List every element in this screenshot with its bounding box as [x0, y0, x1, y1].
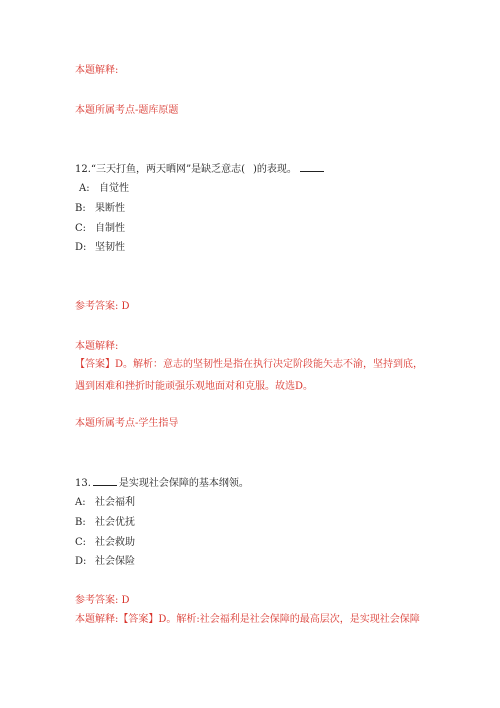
category-label: 本题所属考点-题库原题 — [75, 105, 179, 116]
option-d — [75, 555, 135, 569]
option-text: 社会保险 — [95, 556, 135, 567]
option-text: 社会救助 — [95, 537, 135, 548]
option-text: 自觉性 — [99, 183, 129, 194]
option-c — [75, 222, 125, 236]
question-13-text: 是实现社会保障的基本纲领。 — [118, 478, 249, 489]
option-text: 自制性 — [95, 223, 125, 234]
explanation-label: 本题解释: — [75, 341, 119, 352]
category-label: 本题所属考点-学生指导 — [75, 418, 179, 429]
question-13-stem — [75, 476, 249, 491]
option-b — [75, 516, 135, 530]
answer-blank — [93, 476, 117, 486]
option-a — [75, 182, 129, 196]
option-label: D: — [75, 242, 87, 253]
option-c — [75, 536, 135, 550]
option-label: C: — [75, 537, 87, 548]
option-d — [75, 241, 125, 255]
question-13-number: 13. — [75, 478, 91, 489]
option-text: 果断性 — [95, 203, 125, 214]
option-text: 坚韧性 — [95, 242, 125, 253]
reference-answer: 参考答案: D — [75, 301, 130, 312]
option-label: C: — [75, 223, 87, 234]
option-label: B: — [75, 203, 86, 214]
option-label: D: — [75, 556, 87, 567]
reference-answer: 参考答案: D — [75, 595, 130, 606]
explanation-text: 本题解释:【答案】D。解析:社会福利是社会保障的最高层次，是实现社会保障 — [75, 614, 420, 625]
option-label: A: — [79, 183, 90, 194]
option-a — [75, 496, 135, 510]
question-12-stem-end: )的表现。 — [253, 164, 297, 175]
option-b — [75, 202, 125, 216]
question-12-stem-start: 12.“三天打鱼，两天晒网”是缺乏意志( — [75, 164, 246, 175]
explanation-label: 本题解释: — [75, 65, 119, 76]
option-text: 社会优抚 — [95, 517, 135, 528]
option-text: 社会福利 — [95, 497, 135, 508]
option-label: A: — [75, 497, 86, 508]
question-12-stem — [75, 162, 324, 177]
answer-blank — [300, 162, 324, 172]
option-label: B: — [75, 517, 86, 528]
explanation-text: 【答案】D。解析：意志的坚韧性是指在执行决定阶段能矢志不渝，坚持到底，遇到困难和挫折时能顽强乐观地面对和克服。故选D。 — [75, 359, 424, 392]
